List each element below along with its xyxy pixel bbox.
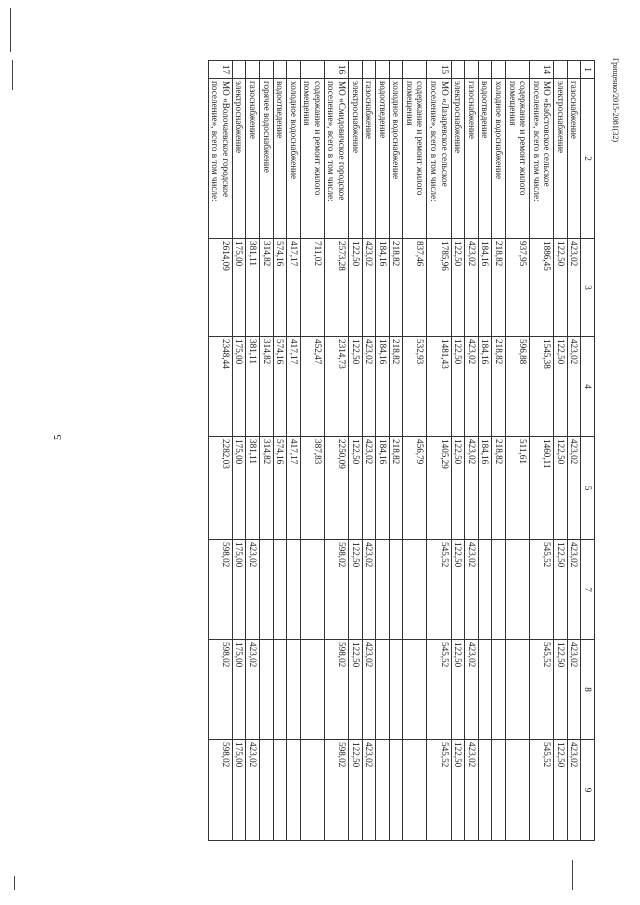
column-header: 7 <box>581 540 595 640</box>
row-number-cell: 14 <box>530 61 554 79</box>
table-row <box>246 61 260 841</box>
value-cell: 122,50 <box>349 640 363 740</box>
row-number-cell <box>246 61 260 79</box>
row-number-cell <box>259 61 273 79</box>
table-row <box>478 61 492 841</box>
value-cell <box>478 540 492 640</box>
row-name-cell: электроснабжение <box>451 79 465 239</box>
value-cell: 184,16 <box>478 437 492 540</box>
value-cell: 423,02 <box>362 540 376 640</box>
value-cell: 423,02 <box>567 437 581 540</box>
column-header: 8 <box>581 640 595 740</box>
value-cell: 184,16 <box>376 437 390 540</box>
value-cell: 175,00 <box>232 239 246 337</box>
value-cell <box>287 740 301 841</box>
value-cell: 545,52 <box>530 540 554 640</box>
row-name-cell: холодное водоснабжение <box>492 79 506 239</box>
value-cell <box>389 640 403 740</box>
value-cell: 381,11 <box>246 239 260 337</box>
table-row <box>259 61 273 841</box>
value-cell: 598,02 <box>324 540 348 640</box>
value-cell <box>376 540 390 640</box>
value-cell <box>389 540 403 640</box>
value-cell: 122,50 <box>451 239 465 337</box>
table-row <box>376 61 390 841</box>
value-cell <box>478 640 492 740</box>
value-cell: 423,02 <box>465 239 479 337</box>
value-cell: 423,02 <box>465 740 479 841</box>
value-cell: 423,02 <box>246 540 260 640</box>
row-name-cell: электроснабжение <box>232 79 246 239</box>
column-header: 5 <box>581 437 595 540</box>
value-cell <box>376 740 390 841</box>
value-cell <box>259 640 273 740</box>
value-cell <box>492 640 506 740</box>
row-number-cell <box>403 61 427 79</box>
table-row <box>567 61 581 841</box>
table-row <box>451 61 465 841</box>
value-cell: 1545,38 <box>530 337 554 437</box>
table-row <box>554 61 568 841</box>
value-cell <box>300 740 324 841</box>
value-cell: 598,02 <box>208 640 232 740</box>
value-cell <box>505 540 529 640</box>
value-cell: 122,50 <box>451 337 465 437</box>
row-number-cell: 17 <box>208 61 232 79</box>
value-cell: 122,50 <box>554 239 568 337</box>
value-cell: 184,16 <box>376 239 390 337</box>
value-cell <box>259 740 273 841</box>
value-cell: 423,02 <box>567 740 581 841</box>
row-name-cell: газоснабжение <box>567 79 581 239</box>
value-cell: 1405,29 <box>427 437 451 540</box>
value-cell: 175,00 <box>232 337 246 437</box>
value-cell <box>403 540 427 640</box>
value-cell: 574,16 <box>273 337 287 437</box>
value-cell: 122,50 <box>554 437 568 540</box>
column-header: 3 <box>581 239 595 337</box>
scan-edge-mark-left <box>12 60 13 90</box>
row-name-cell: газоснабжение <box>465 79 479 239</box>
value-cell: 545,52 <box>427 740 451 841</box>
value-cell: 2573,28 <box>324 239 348 337</box>
value-cell: 598,02 <box>324 640 348 740</box>
value-cell: 122,50 <box>349 239 363 337</box>
row-number-cell <box>465 61 479 79</box>
value-cell <box>403 640 427 740</box>
table-row <box>232 61 246 841</box>
value-cell: 218,82 <box>389 437 403 540</box>
table-row <box>505 61 529 841</box>
value-cell: 175,00 <box>232 540 246 640</box>
value-cell: 122,50 <box>554 540 568 640</box>
value-cell <box>376 640 390 740</box>
column-header: 2 <box>581 79 595 239</box>
row-name-cell: МО «Лазаревское сельское поселение», всего в том числе: <box>427 79 451 239</box>
row-number-cell <box>376 61 390 79</box>
row-name-cell: содержание и ремонт жилого помещения <box>505 79 529 239</box>
value-cell: 218,82 <box>492 337 506 437</box>
value-cell: 122,50 <box>451 437 465 540</box>
value-cell: 417,17 <box>287 239 301 337</box>
value-cell: 314,82 <box>259 437 273 540</box>
value-cell <box>273 540 287 640</box>
row-number-cell: 16 <box>324 61 348 79</box>
value-cell: 837,46 <box>403 239 427 337</box>
row-name-cell: содержание и ремонт жилого помещения <box>403 79 427 239</box>
value-cell <box>505 740 529 841</box>
scan-edge-mark-bottom-left <box>14 876 15 890</box>
row-number-cell <box>505 61 529 79</box>
tariff-table <box>208 60 595 841</box>
value-cell <box>300 540 324 640</box>
value-cell: 545,52 <box>427 540 451 640</box>
value-cell: 314,82 <box>259 239 273 337</box>
value-cell: 423,02 <box>465 640 479 740</box>
value-cell: 423,02 <box>465 540 479 640</box>
row-number-cell <box>300 61 324 79</box>
row-name-cell: МО «Волочаевское городское поселение», всего в том числе: <box>208 79 232 239</box>
value-cell: 423,02 <box>362 239 376 337</box>
table-body <box>208 61 594 841</box>
table-row <box>362 61 376 841</box>
value-cell: 423,02 <box>567 337 581 437</box>
row-name-cell: горячее водоснабжение <box>259 79 273 239</box>
value-cell: 423,02 <box>362 640 376 740</box>
value-cell: 423,02 <box>362 437 376 540</box>
value-cell <box>505 640 529 740</box>
value-cell: 545,52 <box>530 640 554 740</box>
rotated-page <box>105 60 595 840</box>
value-cell: 122,50 <box>349 540 363 640</box>
value-cell <box>403 740 427 841</box>
row-number-cell <box>478 61 492 79</box>
value-cell: 122,50 <box>554 640 568 740</box>
table-row <box>492 61 506 841</box>
table-row <box>427 61 451 841</box>
value-cell: 314,82 <box>259 337 273 437</box>
value-cell <box>478 740 492 841</box>
value-cell: 456,79 <box>403 437 427 540</box>
row-name-cell: МО «Бабстовское сельское поселение», всего в том числе: <box>530 79 554 239</box>
row-name-cell: газоснабжение <box>362 79 376 239</box>
value-cell: 122,50 <box>451 640 465 740</box>
table-row <box>349 61 363 841</box>
document-code: Грищенко/2015-2081(32) <box>611 58 620 143</box>
row-number-cell <box>451 61 465 79</box>
table-row <box>287 61 301 841</box>
value-cell: 218,82 <box>389 239 403 337</box>
value-cell <box>389 740 403 841</box>
table-row <box>465 61 479 841</box>
value-cell <box>300 640 324 740</box>
table-row <box>389 61 403 841</box>
row-number-cell <box>567 61 581 79</box>
value-cell: 218,82 <box>389 337 403 437</box>
value-cell: 218,82 <box>492 437 506 540</box>
value-cell: 2348,44 <box>208 337 232 437</box>
row-number-cell <box>287 61 301 79</box>
value-cell: 598,02 <box>324 740 348 841</box>
page-number: 5 <box>52 434 64 440</box>
row-number-cell <box>389 61 403 79</box>
value-cell: 122,50 <box>349 337 363 437</box>
row-number-cell <box>232 61 246 79</box>
value-cell: 381,11 <box>246 437 260 540</box>
value-cell: 574,16 <box>273 437 287 540</box>
row-number-cell <box>554 61 568 79</box>
value-cell: 532,93 <box>403 337 427 437</box>
row-name-cell: МО «Смидовичское городское поселение», всего в том числе: <box>324 79 348 239</box>
value-cell: 1481,43 <box>427 337 451 437</box>
value-cell: 545,52 <box>427 640 451 740</box>
value-cell: 184,16 <box>478 337 492 437</box>
row-number-cell <box>349 61 363 79</box>
value-cell: 122,50 <box>554 337 568 437</box>
value-cell: 175,00 <box>232 740 246 841</box>
table-row <box>324 61 348 841</box>
value-cell: 2250,09 <box>324 437 348 540</box>
row-number-cell: 15 <box>427 61 451 79</box>
value-cell: 1460,11 <box>530 437 554 540</box>
value-cell: 1886,45 <box>530 239 554 337</box>
value-cell: 596,88 <box>505 337 529 437</box>
table-header-row <box>581 61 595 841</box>
value-cell: 574,16 <box>273 239 287 337</box>
row-name-cell: водоотведение <box>376 79 390 239</box>
value-cell: 545,52 <box>530 740 554 841</box>
row-number-cell <box>492 61 506 79</box>
value-cell: 1785,96 <box>427 239 451 337</box>
value-cell: 175,00 <box>232 437 246 540</box>
table-row <box>273 61 287 841</box>
row-name-cell: холодное водоснабжение <box>389 79 403 239</box>
value-cell <box>259 540 273 640</box>
value-cell: 122,50 <box>451 740 465 841</box>
value-cell: 511,61 <box>505 437 529 540</box>
column-header: 9 <box>581 740 595 841</box>
row-number-cell <box>273 61 287 79</box>
value-cell: 711,02 <box>300 239 324 337</box>
value-cell: 423,02 <box>567 540 581 640</box>
value-cell <box>287 540 301 640</box>
value-cell: 423,02 <box>246 740 260 841</box>
value-cell <box>492 740 506 841</box>
value-cell: 452,47 <box>300 337 324 437</box>
value-cell: 417,17 <box>287 337 301 437</box>
table-row <box>530 61 554 841</box>
value-cell <box>492 540 506 640</box>
table-row <box>208 61 232 841</box>
row-name-cell: содержание и ремонт жилого помещения <box>300 79 324 239</box>
scan-edge-mark-top <box>10 8 11 52</box>
value-cell <box>287 640 301 740</box>
value-cell: 184,16 <box>478 239 492 337</box>
value-cell: 2314,73 <box>324 337 348 437</box>
value-cell: 122,50 <box>451 540 465 640</box>
value-cell: 423,02 <box>362 337 376 437</box>
row-name-cell: газоснабжение <box>246 79 260 239</box>
row-name-cell: холодное водоснабжение <box>287 79 301 239</box>
column-header: 4 <box>581 337 595 437</box>
row-number-cell <box>362 61 376 79</box>
value-cell: 175,00 <box>232 640 246 740</box>
value-cell: 423,02 <box>465 337 479 437</box>
table-row <box>300 61 324 841</box>
value-cell: 423,02 <box>567 239 581 337</box>
value-cell: 184,16 <box>376 337 390 437</box>
value-cell: 2282,03 <box>208 437 232 540</box>
value-cell: 423,02 <box>362 740 376 841</box>
value-cell: 423,02 <box>246 640 260 740</box>
row-name-cell: водоотведение <box>273 79 287 239</box>
value-cell: 122,50 <box>349 437 363 540</box>
row-name-cell: водоотведение <box>478 79 492 239</box>
value-cell: 417,17 <box>287 437 301 540</box>
value-cell: 2614,09 <box>208 239 232 337</box>
table-row <box>403 61 427 841</box>
scan-edge-mark-bottom <box>572 860 573 890</box>
value-cell: 387,83 <box>300 437 324 540</box>
value-cell: 122,50 <box>554 740 568 841</box>
value-cell: 598,02 <box>208 540 232 640</box>
column-header: 1 <box>581 61 595 79</box>
row-name-cell: электроснабжение <box>349 79 363 239</box>
value-cell: 598,02 <box>208 740 232 841</box>
value-cell: 218,82 <box>492 239 506 337</box>
value-cell: 423,02 <box>465 437 479 540</box>
value-cell <box>273 740 287 841</box>
value-cell <box>273 640 287 740</box>
value-cell: 381,11 <box>246 337 260 437</box>
row-name-cell: электроснабжение <box>554 79 568 239</box>
value-cell: 937,95 <box>505 239 529 337</box>
value-cell: 122,50 <box>349 740 363 841</box>
value-cell: 423,02 <box>567 640 581 740</box>
